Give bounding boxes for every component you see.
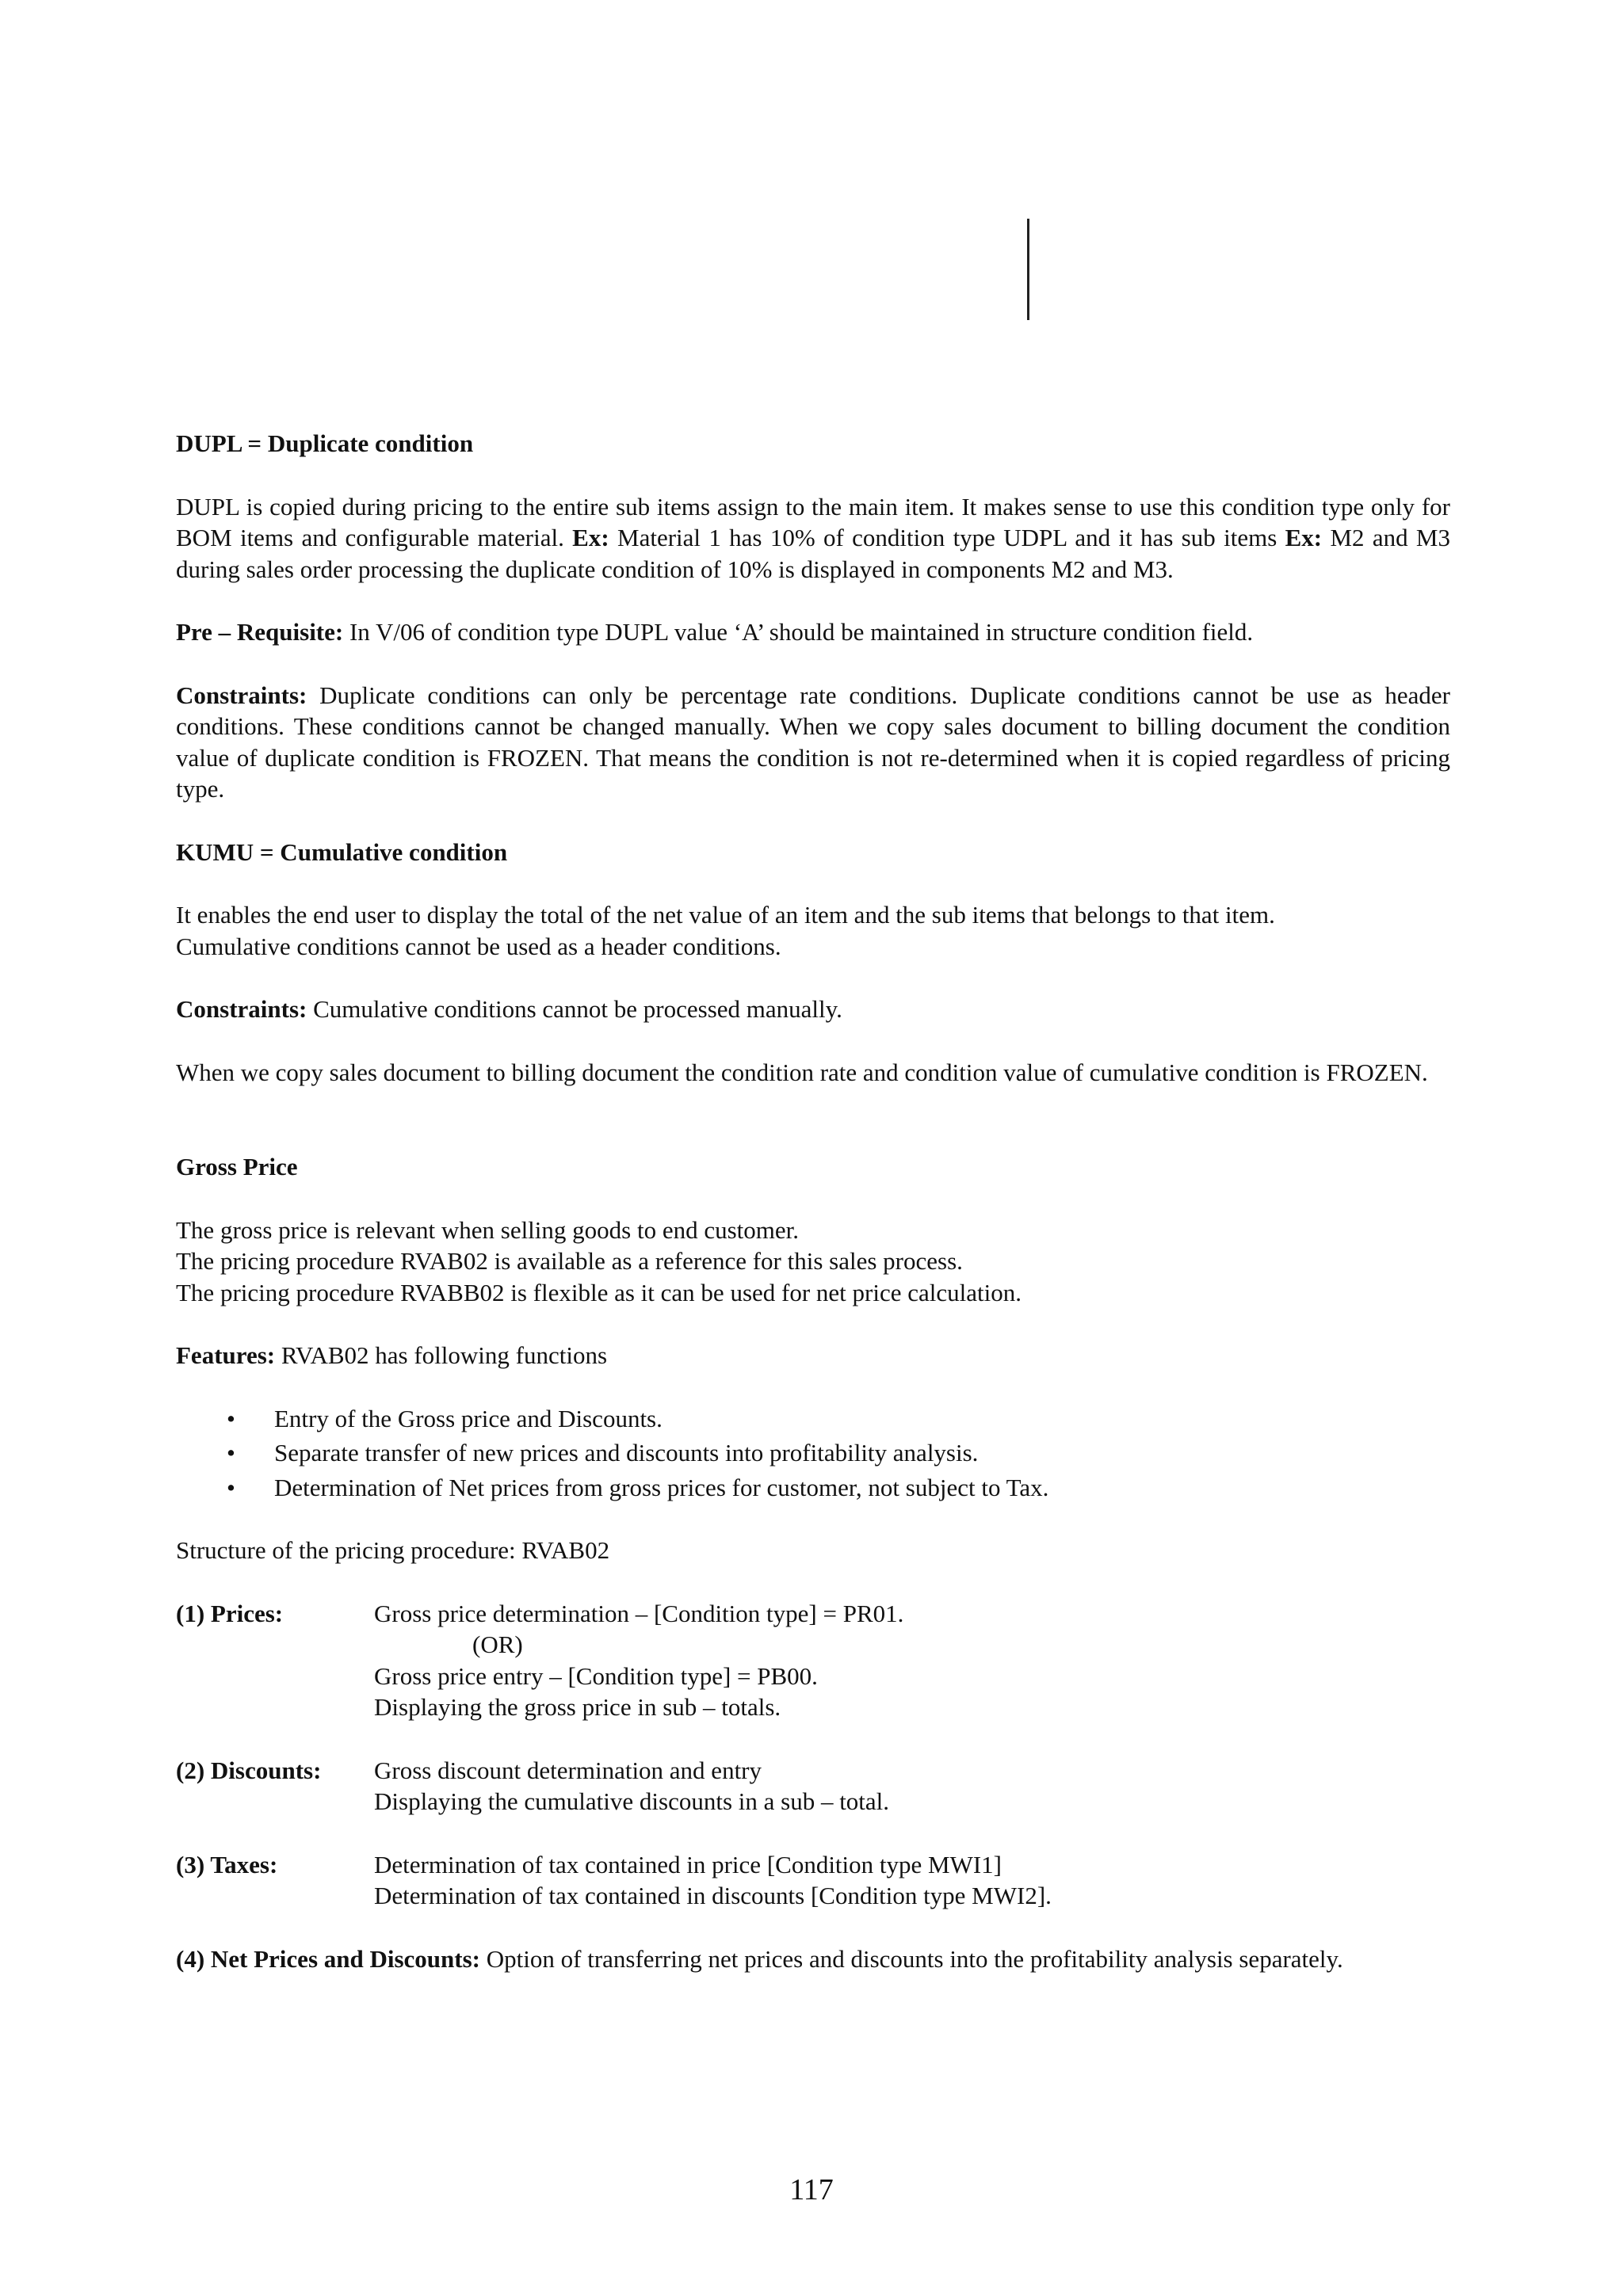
kumu-line: Cumulative conditions cannot be used as a header conditions. <box>176 932 781 960</box>
gross-line: The pricing procedure RVAB02 is available as a reference for this sales process. <box>176 1247 963 1275</box>
features-list <box>176 1403 1450 1504</box>
prices-details <box>374 1598 1450 1723</box>
kumu-line: It enables the end user to display the total of the net value of an item and the sub items that belongs to that item. <box>176 901 1275 929</box>
bullet-icon: • <box>227 1439 235 1466</box>
kumu-heading: KUMU = Cumulative condition <box>176 837 508 866</box>
constraints-label: Constraints: <box>176 995 307 1023</box>
dupl-prerequisite <box>176 616 1450 648</box>
structure-discounts <box>176 1755 1450 1817</box>
prices-line: Gross price determination – [Condition type] = PR01. <box>374 1599 904 1627</box>
list-item-text: Entry of the Gross price and Discounts. <box>274 1404 663 1432</box>
net-prices-label: (4) Net Prices and Discounts: <box>176 1944 481 1973</box>
prices-line: Gross price entry – [Condition type] = PB00. <box>374 1661 818 1690</box>
features-text: RVAB02 has following functions <box>275 1341 608 1369</box>
spacer <box>176 1119 1450 1151</box>
prices-or: (OR) <box>472 1630 523 1658</box>
kumu-description <box>176 899 1450 962</box>
structure-prices <box>176 1598 1450 1723</box>
gross-price-heading: Gross Price <box>176 1153 298 1180</box>
constraints-text: Duplicate conditions can only be percentage rate conditions. Duplicate conditions cannot be use as header conditions. These conditions cannot be changed manually. When we copy sales document to billing document the condition value of duplicate condition is FROZEN. That means the condition is not re-determined when it is copied regardless of pricing type. <box>176 681 1450 803</box>
text-run: DUPL is copied during pricing to the entire sub items assign to the main item. It makes sense to use this condition type only for BOM items and configurable material. <box>176 492 1450 551</box>
dupl-heading: DUPL = Duplicate condition <box>176 429 474 457</box>
structure-intro: Structure of the pricing procedure: RVAB02 <box>176 1536 610 1564</box>
page-body <box>176 428 1450 2006</box>
taxes-details <box>374 1849 1450 1912</box>
discounts-line: Gross discount determination and entry <box>374 1756 762 1784</box>
structure-net-prices <box>176 1943 1450 1975</box>
bullet-icon: • <box>227 1404 235 1432</box>
list-item <box>176 1472 1450 1504</box>
taxes-label: (3) Taxes: <box>176 1850 278 1878</box>
text-run: Material 1 has 10% of condition type UDPL and it has sub items <box>609 524 1285 551</box>
prerequisite-text: In V/06 of condition type DUPL value ‘A’ should be maintained in structure condition field. <box>343 618 1254 646</box>
page-number: 117 <box>789 2173 834 2206</box>
kumu-frozen-note: When we copy sales document to billing document the condition rate and condition value of cumulative condition is FROZEN. <box>176 1058 1428 1086</box>
list-item-text: Determination of Net prices from gross prices for customer, not subject to Tax. <box>274 1473 1049 1501</box>
net-prices-text: Option of transferring net prices and discounts into the profitability analysis separately. <box>480 1944 1343 1973</box>
discounts-details <box>374 1755 1450 1817</box>
list-item-text: Separate transfer of new prices and discounts into profitability analysis. <box>274 1439 979 1466</box>
structure-taxes <box>176 1849 1450 1912</box>
gross-line: The pricing procedure RVABB02 is flexible as it can be used for net price calculation. <box>176 1278 1022 1306</box>
gross-price-intro <box>176 1215 1450 1309</box>
prices-line: Displaying the gross price in sub – totals. <box>374 1693 781 1721</box>
gross-line: The gross price is relevant when selling goods to end customer. <box>176 1215 800 1244</box>
constraints-text: Cumulative conditions cannot be processed manually. <box>307 995 842 1023</box>
list-item <box>176 1403 1450 1435</box>
vertical-rule <box>1027 219 1029 320</box>
dupl-description <box>176 491 1450 585</box>
taxes-line: Determination of tax contained in price [Condition type MWI1] <box>374 1850 1002 1878</box>
bold-run: Ex: <box>572 524 609 551</box>
dupl-constraints <box>176 680 1450 805</box>
kumu-constraints <box>176 994 1450 1025</box>
taxes-line: Determination of tax contained in discounts [Condition type MWI2]. <box>374 1882 1052 1909</box>
features-label: Features: <box>176 1341 276 1369</box>
text-run: M2 and M3 during sales order processing the duplicate condition of 10% is displayed in components M2 and M3. <box>176 524 1450 583</box>
features-line <box>176 1340 1450 1371</box>
constraints-label: Constraints: <box>176 681 307 709</box>
discounts-label: (2) Discounts: <box>176 1756 322 1784</box>
prerequisite-label: Pre – Requisite: <box>176 618 344 646</box>
prices-label: (1) Prices: <box>176 1599 284 1627</box>
bullet-icon: • <box>227 1473 235 1501</box>
bold-run: Ex: <box>1285 524 1323 551</box>
list-item <box>176 1437 1450 1469</box>
discounts-line: Displaying the cumulative discounts in a sub – total. <box>374 1787 890 1815</box>
